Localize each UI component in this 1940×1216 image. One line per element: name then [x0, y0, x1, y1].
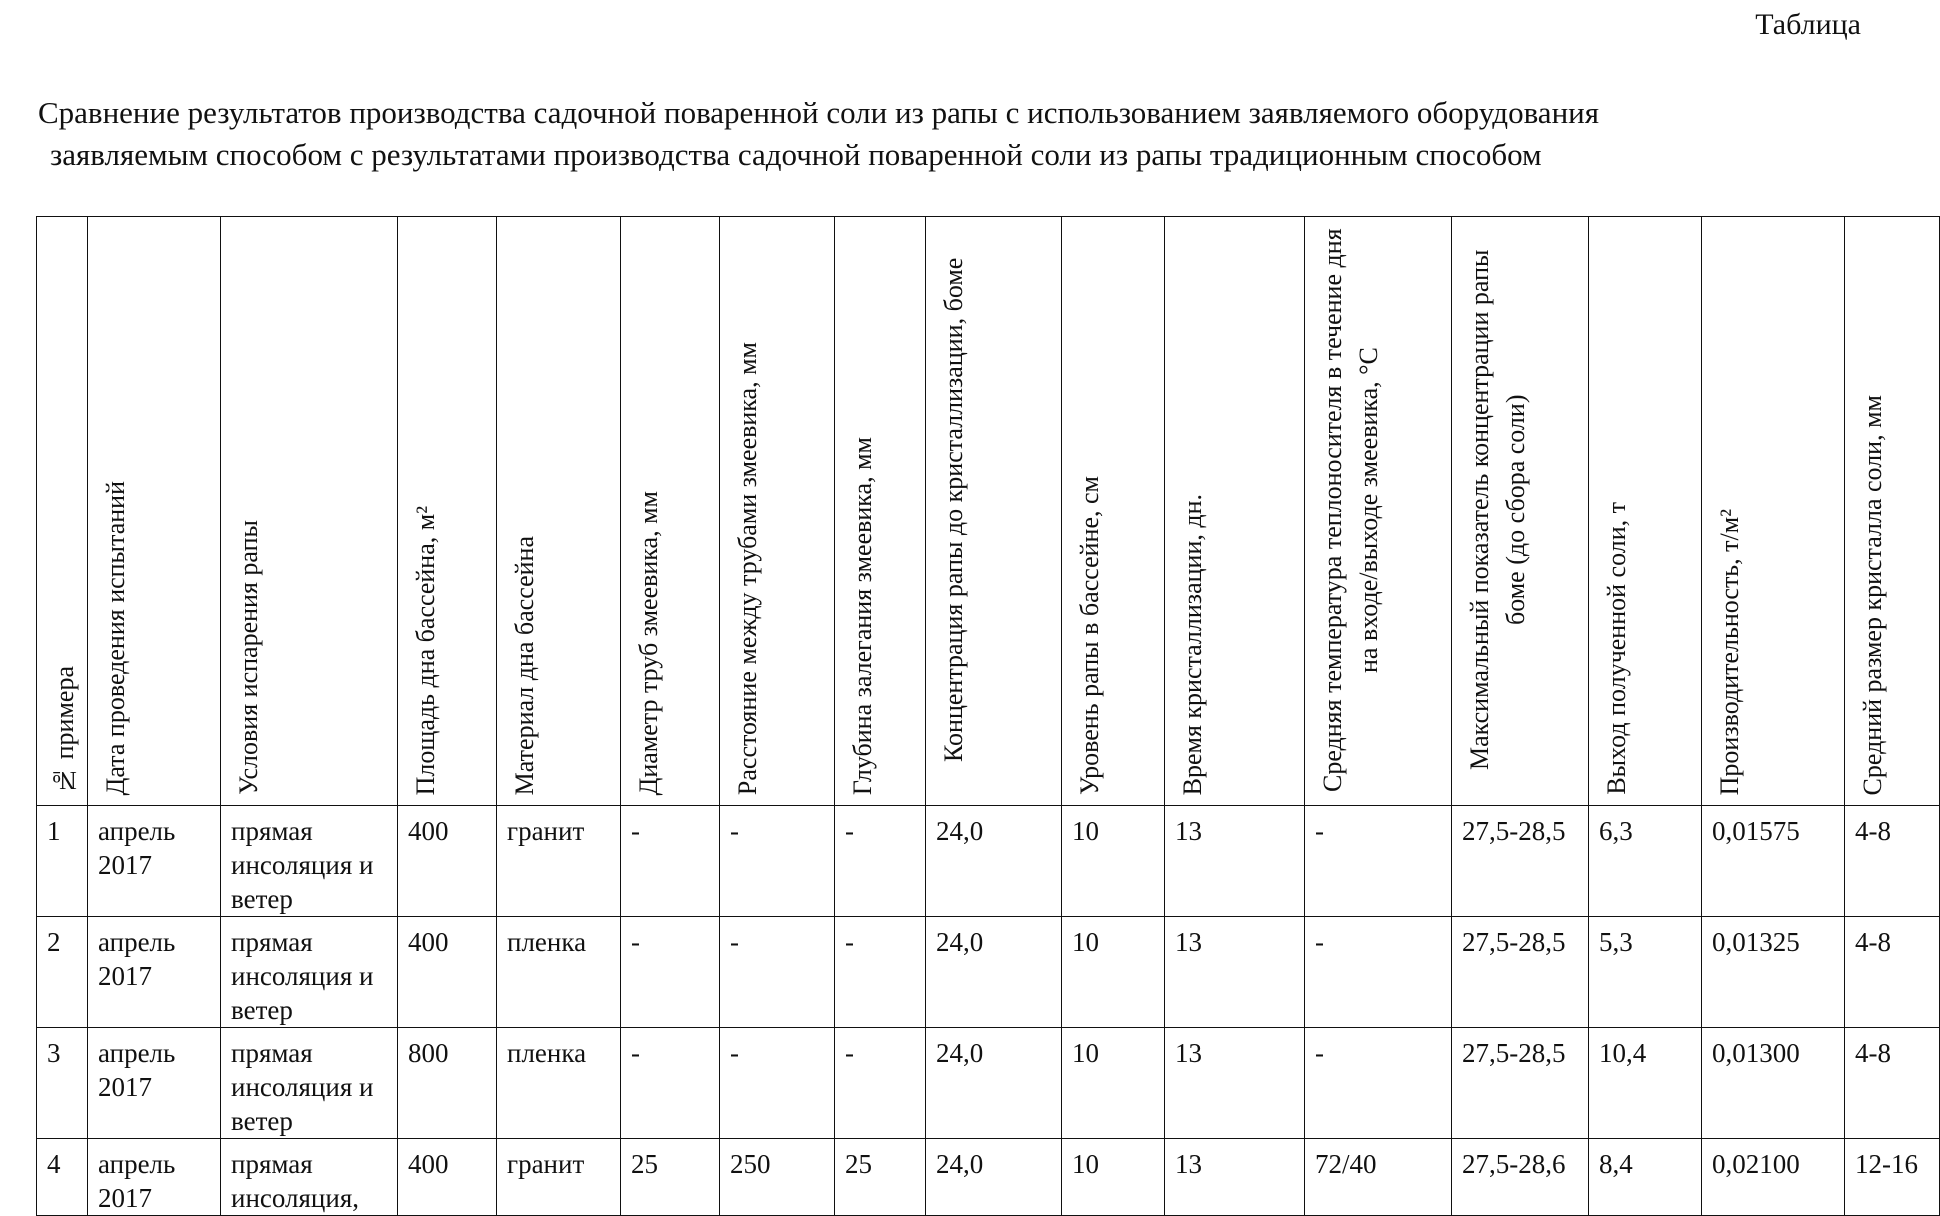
results-table	[36, 216, 1940, 1216]
table-cell: 4-8	[1845, 1028, 1940, 1139]
table-cell: 27,5-28,5	[1452, 917, 1589, 1028]
header-label: Максимальный показатель концентрации рапы боме (до сбора соли)	[1465, 249, 1530, 771]
table-cell: 12-16	[1845, 1139, 1940, 1216]
header-label: № примера	[50, 666, 79, 795]
header-cell	[1845, 217, 1940, 806]
table-header-row	[37, 217, 1940, 806]
table-cell: 3	[37, 1028, 88, 1139]
table-cell: 1	[37, 806, 88, 917]
table-cell: 4-8	[1845, 806, 1940, 917]
caption-line-2: заявляемым способом с результатами производства садочной поваренной соли из рапы традиционным способом	[50, 137, 1542, 172]
table-cell: пленка	[497, 917, 621, 1028]
table-cell: 72/40	[1305, 1139, 1452, 1216]
table-cell: -	[720, 917, 835, 1028]
table-cell: -	[720, 806, 835, 917]
table-cell: 800	[398, 1028, 497, 1139]
table-row	[37, 917, 1940, 1028]
table-cell: апрель 2017	[88, 1028, 221, 1139]
table-cell: прямая инсоляция и ветер	[221, 806, 398, 917]
table-cell: 27,5-28,6	[1452, 1139, 1589, 1216]
table-cell: 10	[1062, 1139, 1165, 1216]
table-cell: 0,02100	[1702, 1139, 1845, 1216]
header-cell	[37, 217, 88, 806]
table-cell: 400	[398, 1139, 497, 1216]
header-cell	[1305, 217, 1452, 806]
table-row	[37, 1028, 1940, 1139]
table-row	[37, 1139, 1940, 1216]
header-label: Условия испарения рапы	[234, 520, 263, 795]
table-cell: 10	[1062, 917, 1165, 1028]
table-cell: 24,0	[926, 806, 1062, 917]
table-cell: -	[835, 917, 926, 1028]
header-label: Средний размер кристалла соли, мм	[1858, 394, 1887, 795]
table-cell: 10	[1062, 806, 1165, 917]
table-cell: 4-8	[1845, 917, 1940, 1028]
table-cell: пленка	[497, 1028, 621, 1139]
table-cell: прямая инсоляция и ветер	[221, 1028, 398, 1139]
header-cell	[497, 217, 621, 806]
table-cell: 13	[1165, 1139, 1305, 1216]
table-cell: 24,0	[926, 917, 1062, 1028]
table-cell: 2	[37, 917, 88, 1028]
header-cell	[835, 217, 926, 806]
table-cell: 27,5-28,5	[1452, 806, 1589, 917]
table-cell: -	[1305, 1028, 1452, 1139]
header-label: Средняя температура теплоносителя в течение дня на входе/выходе змеевика, °С	[1318, 228, 1383, 792]
header-label: Производительность, т/м²	[1715, 508, 1744, 795]
header-cell	[1452, 217, 1589, 806]
header-cell	[1062, 217, 1165, 806]
table-cell: апрель 2017	[88, 1139, 221, 1216]
header-cell	[1165, 217, 1305, 806]
table-cell: 400	[398, 806, 497, 917]
header-label: Уровень рапы в бассейне, см	[1075, 476, 1104, 795]
table-cell: апрель 2017	[88, 917, 221, 1028]
table-cell: 10	[1062, 1028, 1165, 1139]
header-cell	[720, 217, 835, 806]
header-label: Диаметр труб змеевика, мм	[634, 490, 663, 795]
table-row	[37, 806, 1940, 917]
header-label: Площадь дна бассейна, м²	[411, 505, 440, 795]
table-cell: 27,5-28,5	[1452, 1028, 1589, 1139]
header-label: Дата проведения испытаний	[101, 480, 130, 795]
table-cell: 8,4	[1589, 1139, 1702, 1216]
table-cell: 13	[1165, 1028, 1305, 1139]
header-label: Концентрация рапы до кристаллизации, боме	[939, 257, 968, 763]
table-cell: гранит	[497, 1139, 621, 1216]
header-label: Расстояние между трубами змеевика, мм	[733, 341, 762, 795]
table-cell: 0,01300	[1702, 1028, 1845, 1139]
header-cell	[398, 217, 497, 806]
table-cell: 10,4	[1589, 1028, 1702, 1139]
table-cell: -	[835, 1028, 926, 1139]
table-cell: 250	[720, 1139, 835, 1216]
table-cell: -	[1305, 917, 1452, 1028]
table-cell: 13	[1165, 806, 1305, 917]
table-cell: 25	[621, 1139, 720, 1216]
table-cell: 4	[37, 1139, 88, 1216]
table-cell: прямая инсоляция,	[221, 1139, 398, 1216]
table-cell: апрель 2017	[88, 806, 221, 917]
header-label: Материал дна бассейна	[510, 535, 539, 795]
table-cell: -	[720, 1028, 835, 1139]
header-label: Выход полученной соли, т	[1602, 502, 1631, 795]
table-cell: 24,0	[926, 1028, 1062, 1139]
table-cell: 6,3	[1589, 806, 1702, 917]
table-cell: прямая инсоляция и ветер	[221, 917, 398, 1028]
header-cell	[1589, 217, 1702, 806]
header-label: Время кристаллизации, дн.	[1178, 493, 1207, 795]
table-cell: -	[621, 917, 720, 1028]
table-cell: -	[621, 806, 720, 917]
header-label: Глубина залегания змеевика, мм	[848, 436, 877, 795]
header-cell	[1702, 217, 1845, 806]
table-cell: 5,3	[1589, 917, 1702, 1028]
table-cell: -	[835, 806, 926, 917]
table-cell: 0,01575	[1702, 806, 1845, 917]
caption-line-1: Сравнение результатов производства садочной поваренной соли из рапы с использованием заявляемого оборудования	[38, 95, 1600, 130]
table-cell: -	[1305, 806, 1452, 917]
table-cell: -	[621, 1028, 720, 1139]
table-cell: 400	[398, 917, 497, 1028]
header-cell	[221, 217, 398, 806]
table-cell: 0,01325	[1702, 917, 1845, 1028]
table-cell: 24,0	[926, 1139, 1062, 1216]
header-cell	[88, 217, 221, 806]
header-cell	[926, 217, 1062, 806]
table-cell: 25	[835, 1139, 926, 1216]
header-cell	[621, 217, 720, 806]
table-cell: 13	[1165, 917, 1305, 1028]
table-cell: гранит	[497, 806, 621, 917]
table-label: Таблица	[1755, 8, 1861, 41]
